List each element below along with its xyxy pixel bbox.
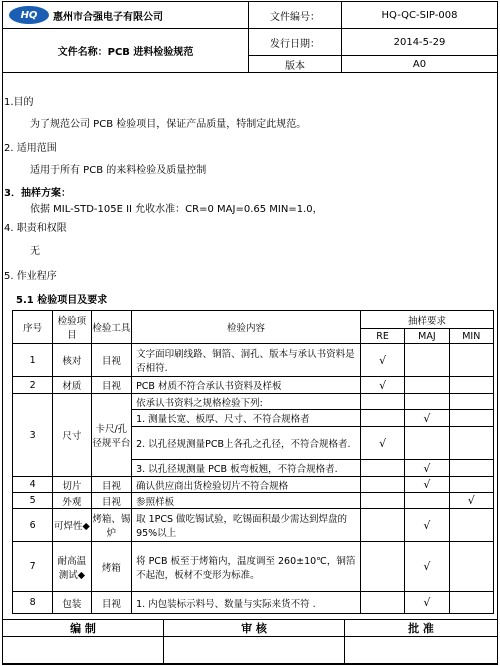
table-row bbox=[13, 592, 494, 614]
approve-label: 批 准 bbox=[345, 620, 498, 637]
document-header bbox=[2, 1, 498, 73]
cell-min bbox=[449, 394, 493, 410]
cell-min bbox=[449, 542, 493, 592]
cell-min bbox=[449, 460, 493, 477]
company-cell bbox=[3, 2, 249, 29]
section-3-text: 依据 MIL-STD-105E II 允收水准：CR=0 MAJ=0.65 MIN=1.0， bbox=[30, 204, 323, 215]
table-row bbox=[13, 542, 494, 592]
th-no: 序号 bbox=[13, 311, 53, 344]
cell-min bbox=[449, 344, 493, 377]
cell-re bbox=[360, 493, 404, 509]
cell-re bbox=[360, 542, 404, 592]
doc-no: HQ-QC-SIP-008 bbox=[342, 2, 498, 29]
version: A0 bbox=[342, 56, 498, 73]
cell-re bbox=[360, 509, 404, 542]
compile-label: 编 制 bbox=[3, 620, 164, 637]
th-min: MIN bbox=[449, 329, 493, 344]
row-tool: 烤箱、锡炉 bbox=[91, 509, 131, 542]
section-2-title: 2. 适用范围 bbox=[4, 143, 57, 154]
row-item: 包装 bbox=[53, 592, 91, 614]
row-item: 耐高温测试◆ bbox=[53, 542, 91, 592]
cell-min bbox=[449, 592, 493, 614]
cell-min bbox=[449, 410, 493, 427]
row-content: 将 PCB 板至于烤箱内，温度调至 260±10℃，铜箔不起泡，板材不变形为标准。 bbox=[132, 542, 361, 592]
row-no: 4 bbox=[13, 477, 53, 493]
compile-signature bbox=[3, 637, 164, 664]
doc-no-label: 文件编号： bbox=[249, 2, 342, 29]
row-content: 参照样板 bbox=[132, 493, 361, 509]
table-row bbox=[13, 394, 494, 410]
row-no: 8 bbox=[13, 592, 53, 614]
cell-re bbox=[360, 592, 404, 614]
check-mark-maj: √ bbox=[405, 410, 449, 427]
section-4-text: 无 bbox=[30, 246, 40, 257]
row-item: 核对 bbox=[53, 344, 91, 377]
th-tool: 检验工具 bbox=[91, 311, 131, 344]
th-item: 检验项目 bbox=[53, 311, 91, 344]
row-item: 切片 bbox=[53, 477, 91, 493]
company-logo: HQ bbox=[9, 6, 49, 24]
row-item: 可焊性◆ bbox=[53, 509, 91, 542]
th-content: 检验内容 bbox=[132, 311, 361, 344]
row-content: 文字面印刷线路、铜箔、洞孔、版本与承认书资料是否相符. bbox=[132, 344, 361, 377]
cell-min bbox=[449, 509, 493, 542]
cell-re bbox=[360, 410, 404, 427]
row-item: 尺寸 bbox=[53, 394, 91, 477]
table-row bbox=[13, 377, 494, 394]
issue-date-label: 发行日期： bbox=[249, 29, 342, 56]
row-no: 3 bbox=[13, 394, 53, 477]
company-name: 惠州市合强电子有限公司 bbox=[53, 11, 163, 23]
issue-date: 2014-5-29 bbox=[342, 29, 498, 56]
row-content: 依承认书资料之规格检验下列: bbox=[132, 394, 361, 410]
th-maj: MAJ bbox=[405, 329, 449, 344]
check-mark-maj: √ bbox=[405, 542, 449, 592]
section-5-title: 5. 作业程序 bbox=[4, 271, 57, 282]
section-5-1-title: 5.1 检验项目及要求 bbox=[16, 295, 108, 306]
cell-min bbox=[449, 477, 493, 493]
row-no: 7 bbox=[13, 542, 53, 592]
row-tool: 目视 bbox=[91, 493, 131, 509]
review-label: 审 核 bbox=[164, 620, 345, 637]
row-tool: 烤箱 bbox=[91, 542, 131, 592]
row-no: 1 bbox=[13, 344, 53, 377]
row-content: 1. 测量长宽、板厚、尺寸、不符合规格者 bbox=[132, 410, 361, 427]
row-content: 1. 内包装标示料号、数量与实际来货不符 . bbox=[132, 592, 361, 614]
row-tool: 目视 bbox=[91, 477, 131, 493]
cell-maj bbox=[405, 394, 449, 410]
section-2-text: 适用于所有 PCB 的来料检验及质量控制 bbox=[30, 165, 207, 176]
check-mark-min: √ bbox=[449, 493, 493, 509]
check-mark-re: √ bbox=[360, 427, 404, 460]
approve-signature bbox=[345, 637, 498, 664]
cell-maj bbox=[405, 493, 449, 509]
table-row bbox=[13, 344, 494, 377]
cell-maj bbox=[405, 377, 449, 394]
check-mark-maj: √ bbox=[405, 509, 449, 542]
row-item: 外观 bbox=[53, 493, 91, 509]
check-mark-maj: √ bbox=[405, 592, 449, 614]
row-content: 3. 以孔径规测量 PCB 板弯板翘，不符合规格者. bbox=[132, 460, 361, 477]
row-no: 6 bbox=[13, 509, 53, 542]
row-tool: 目视 bbox=[91, 377, 131, 394]
cell-re bbox=[360, 477, 404, 493]
th-sampling: 抽样要求 bbox=[360, 311, 493, 329]
cell-maj bbox=[405, 427, 449, 460]
cell-re bbox=[360, 460, 404, 477]
version-label: 版本 bbox=[249, 56, 342, 73]
cell-min bbox=[449, 427, 493, 460]
row-tool: 卡尺/孔径规平台 bbox=[91, 394, 131, 477]
signature-row bbox=[2, 619, 498, 664]
section-1-title: 1.目的 bbox=[4, 97, 34, 108]
inspection-table bbox=[12, 310, 494, 614]
row-no: 5 bbox=[13, 493, 53, 509]
row-content: 确认供应商出货检验切片不符合规格 bbox=[132, 477, 361, 493]
section-1-text: 为了规范公司 PCB 检验项目，保证产品质量，特制定此规范。 bbox=[30, 119, 307, 130]
row-item: 材质 bbox=[53, 377, 91, 394]
check-mark-maj: √ bbox=[405, 460, 449, 477]
section-3-title: 3．抽样方案： bbox=[4, 188, 71, 199]
doc-title: 文件名称：PCB 进料检验规范 bbox=[3, 29, 249, 73]
cell-min bbox=[449, 377, 493, 394]
cell-re bbox=[360, 394, 404, 410]
section-4-title: 4. 职责和权限 bbox=[4, 223, 67, 234]
row-tool: 目视 bbox=[91, 592, 131, 614]
table-row bbox=[13, 493, 494, 509]
check-mark-maj: √ bbox=[405, 477, 449, 493]
review-signature bbox=[164, 637, 345, 664]
table-row bbox=[13, 477, 494, 493]
row-no: 2 bbox=[13, 377, 53, 394]
row-content: PCB 材质不符合承认书资料及样板 bbox=[132, 377, 361, 394]
document-page bbox=[2, 1, 498, 665]
th-re: RE bbox=[360, 329, 404, 344]
cell-maj bbox=[405, 344, 449, 377]
row-content: 取 1PCS 做吃锡试验，吃锡面积最少需达到焊盘的 95%以上 bbox=[132, 509, 361, 542]
row-content: 2. 以孔径规测量PCB上各孔之孔径，不符合规格者. bbox=[132, 427, 361, 460]
check-mark-re: √ bbox=[360, 377, 404, 394]
table-row bbox=[13, 509, 494, 542]
check-mark-re: √ bbox=[360, 344, 404, 377]
row-tool: 目视 bbox=[91, 344, 131, 377]
